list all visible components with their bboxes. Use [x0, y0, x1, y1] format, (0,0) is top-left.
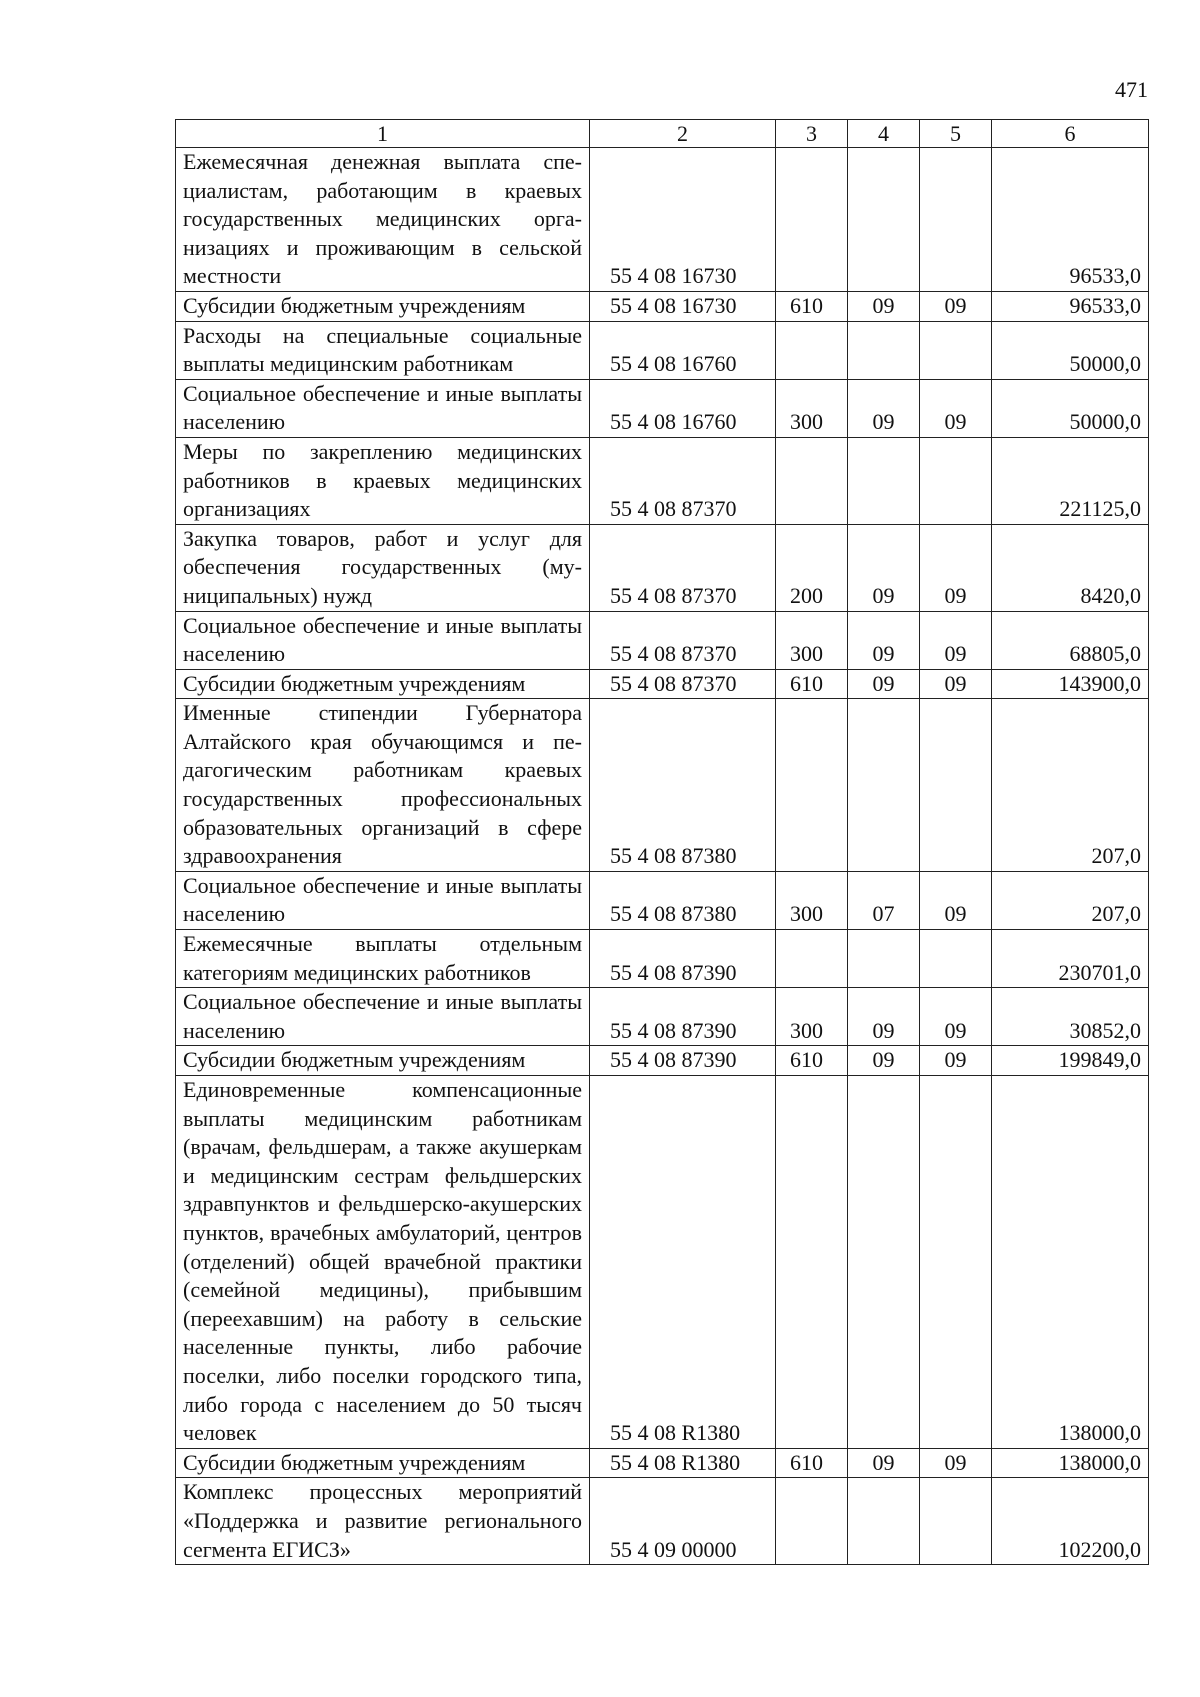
expense-type-cell: 610 [776, 1448, 848, 1478]
amount-cell: 230701,0 [992, 930, 1149, 988]
expense-type-cell: 610 [776, 291, 848, 321]
table-row [176, 699, 1149, 872]
subsection-cell [920, 930, 992, 988]
description-cell: Закупка товаров, работ и услуг для обеспечения государственных (муниципальных) нужд [176, 524, 590, 611]
expense-type-cell [776, 930, 848, 988]
table-row [176, 1046, 1149, 1076]
header-col-4: 4 [848, 120, 920, 148]
amount-cell: 221125,0 [992, 437, 1149, 524]
target-code-cell: 55 4 08 87390 [590, 930, 776, 988]
subsection-cell: 09 [920, 611, 992, 669]
amount-cell: 138000,0 [992, 1448, 1149, 1478]
section-cell: 09 [848, 524, 920, 611]
table-row [176, 1076, 1149, 1449]
subsection-cell: 09 [920, 1046, 992, 1076]
section-cell: 09 [848, 669, 920, 699]
subsection-cell: 09 [920, 379, 992, 437]
target-code-cell: 55 4 08 16760 [590, 379, 776, 437]
subsection-cell: 09 [920, 669, 992, 699]
target-code-cell: 55 4 08 16760 [590, 321, 776, 379]
table-row [176, 669, 1149, 699]
table-row [176, 524, 1149, 611]
header-col-1: 1 [176, 120, 590, 148]
table-row [176, 1448, 1149, 1478]
amount-cell: 102200,0 [992, 1478, 1149, 1565]
target-code-cell: 55 4 08 87390 [590, 1046, 776, 1076]
expense-type-cell [776, 437, 848, 524]
expense-type-cell: 300 [776, 611, 848, 669]
section-cell [848, 148, 920, 292]
target-code-cell: 55 4 08 87370 [590, 611, 776, 669]
description-cell: Субсидии бюджетным учреждениям [176, 1046, 590, 1076]
description-cell: Ежемесячные выплаты отдельным категориям медицинских работников [176, 930, 590, 988]
description-cell: Комплекс процессных мероприятий «Поддержка и развитие регионального сегмента ЕГИСЗ» [176, 1478, 590, 1565]
table-row [176, 379, 1149, 437]
table-row [176, 148, 1149, 292]
expense-type-cell: 200 [776, 524, 848, 611]
subsection-cell [920, 437, 992, 524]
target-code-cell: 55 4 08 R1380 [590, 1076, 776, 1449]
target-code-cell: 55 4 08 87370 [590, 524, 776, 611]
description-cell: Социальное обеспечение и иные выплаты населению [176, 379, 590, 437]
section-cell: 07 [848, 871, 920, 929]
header-col-6: 6 [992, 120, 1149, 148]
table-body [176, 120, 1149, 1565]
expense-type-cell [776, 1076, 848, 1449]
description-cell: Расходы на специальные социальные выплаты медицинским работникам [176, 321, 590, 379]
section-cell [848, 930, 920, 988]
table-row [176, 437, 1149, 524]
amount-cell: 50000,0 [992, 379, 1149, 437]
description-cell: Социальное обеспечение и иные выплаты населению [176, 871, 590, 929]
page-number: 471 [1115, 77, 1148, 102]
budget-table [175, 119, 1149, 1565]
section-cell [848, 321, 920, 379]
target-code-cell: 55 4 08 R1380 [590, 1448, 776, 1478]
table-header-row [176, 120, 1149, 148]
section-cell: 09 [848, 379, 920, 437]
section-cell [848, 1478, 920, 1565]
subsection-cell: 09 [920, 871, 992, 929]
amount-cell: 199849,0 [992, 1046, 1149, 1076]
section-cell: 09 [848, 291, 920, 321]
table-row [176, 988, 1149, 1046]
amount-cell: 138000,0 [992, 1076, 1149, 1449]
subsection-cell: 09 [920, 524, 992, 611]
description-cell: Социальное обеспечение и иные выплаты населению [176, 611, 590, 669]
section-cell: 09 [848, 1046, 920, 1076]
table-row [176, 321, 1149, 379]
description-cell: Ежемесячная денежная выплата специалистам, работающим в краевых государственных медицинских организациях и проживающим в сельской местности [176, 148, 590, 292]
table-row [176, 1478, 1149, 1565]
header-col-3: 3 [776, 120, 848, 148]
expense-type-cell: 300 [776, 988, 848, 1046]
section-cell: 09 [848, 1448, 920, 1478]
header-col-5: 5 [920, 120, 992, 148]
target-code-cell: 55 4 08 16730 [590, 148, 776, 292]
expense-type-cell [776, 699, 848, 872]
subsection-cell [920, 699, 992, 872]
amount-cell: 30852,0 [992, 988, 1149, 1046]
section-cell [848, 699, 920, 872]
target-code-cell: 55 4 08 87370 [590, 669, 776, 699]
target-code-cell: 55 4 08 16730 [590, 291, 776, 321]
expense-type-cell: 300 [776, 379, 848, 437]
amount-cell: 207,0 [992, 871, 1149, 929]
target-code-cell: 55 4 08 87390 [590, 988, 776, 1046]
header-col-2: 2 [590, 120, 776, 148]
expense-type-cell [776, 148, 848, 292]
description-cell: Единовременные компенсационные выплаты медицинским работникам (врачам, фельдшерам, а также акушеркам и медицинским сестрам фельдшерских здравпунктов и фельдшерско-акушерских пунктов, врачебных амбулаторий, центров (отделений) общей врачебной практики (семейной медицины), прибывшим (переехавшим) на работу в сельские населенные пункты, либо рабочие поселки, либо поселки городского типа, либо города с населением до 50 тысяч человек [176, 1076, 590, 1449]
amount-cell: 96533,0 [992, 148, 1149, 292]
amount-cell: 68805,0 [992, 611, 1149, 669]
target-code-cell: 55 4 09 00000 [590, 1478, 776, 1565]
subsection-cell [920, 1478, 992, 1565]
description-cell: Социальное обеспечение и иные выплаты населению [176, 988, 590, 1046]
description-cell: Субсидии бюджетным учреждениям [176, 291, 590, 321]
subsection-cell: 09 [920, 1448, 992, 1478]
amount-cell: 207,0 [992, 699, 1149, 872]
expense-type-cell [776, 321, 848, 379]
table-row [176, 930, 1149, 988]
amount-cell: 96533,0 [992, 291, 1149, 321]
description-cell: Субсидии бюджетным учреждениям [176, 669, 590, 699]
amount-cell: 143900,0 [992, 669, 1149, 699]
table-row [176, 291, 1149, 321]
description-cell: Меры по закреплению медицинских работников в краевых медицинских организациях [176, 437, 590, 524]
subsection-cell [920, 148, 992, 292]
section-cell [848, 437, 920, 524]
expense-type-cell: 610 [776, 1046, 848, 1076]
subsection-cell: 09 [920, 988, 992, 1046]
expense-type-cell [776, 1478, 848, 1565]
target-code-cell: 55 4 08 87380 [590, 871, 776, 929]
table-row [176, 871, 1149, 929]
target-code-cell: 55 4 08 87380 [590, 699, 776, 872]
section-cell: 09 [848, 988, 920, 1046]
expense-type-cell: 610 [776, 669, 848, 699]
section-cell: 09 [848, 611, 920, 669]
amount-cell: 8420,0 [992, 524, 1149, 611]
subsection-cell: 09 [920, 291, 992, 321]
section-cell [848, 1076, 920, 1449]
subsection-cell [920, 1076, 992, 1449]
expense-type-cell: 300 [776, 871, 848, 929]
table-row [176, 611, 1149, 669]
description-cell: Именные стипендии Губернатора Алтайского края обучающимся и педагогическим работникам краевых государственных профессиональных образовательных организаций в сфере здравоохранения [176, 699, 590, 872]
target-code-cell: 55 4 08 87370 [590, 437, 776, 524]
subsection-cell [920, 321, 992, 379]
description-cell: Субсидии бюджетным учреждениям [176, 1448, 590, 1478]
amount-cell: 50000,0 [992, 321, 1149, 379]
